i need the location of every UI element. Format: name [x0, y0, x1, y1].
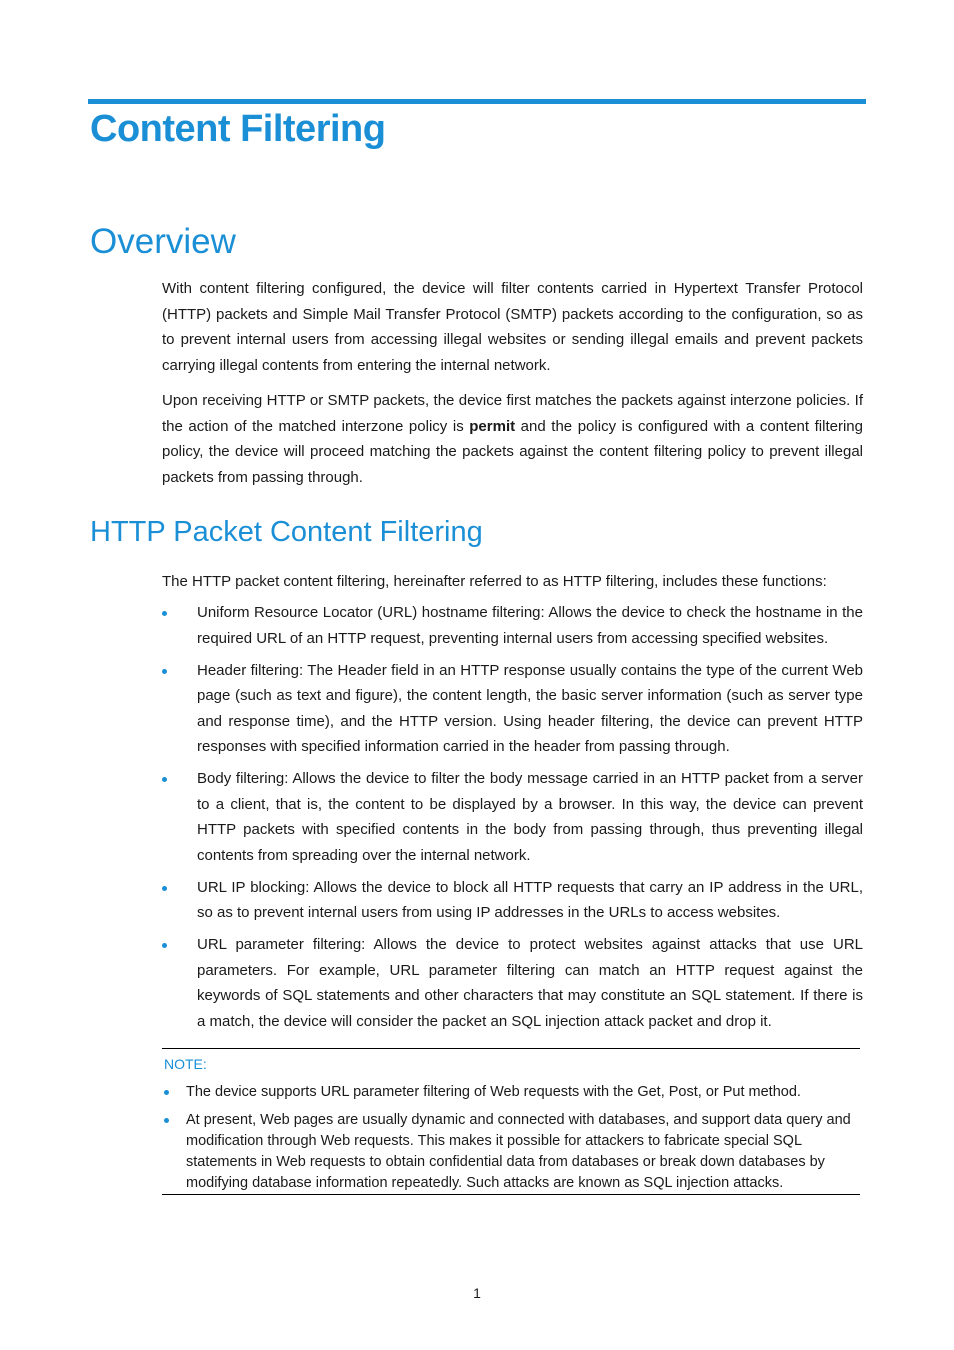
bullet-dot-icon	[164, 1090, 169, 1095]
overview-paragraph-2	[162, 388, 863, 490]
bullet-dot-icon	[162, 669, 167, 674]
list-item	[162, 658, 863, 760]
section-heading-overview: Overview	[90, 222, 236, 261]
note-label: NOTE:	[164, 1056, 207, 1072]
page-number: 1	[473, 1285, 481, 1301]
chapter-top-rule	[88, 99, 866, 104]
note-item	[162, 1110, 856, 1194]
list-item-text: Body filtering: Allows the device to filter the body message carried in an HTTP packet from a server to a client, that is, the content to be displayed by a browser. In this way, the device can prevent HTTP packets with specified contents in the body from passing through, thus preventing illegal contents from spreading over the internal network.	[197, 770, 863, 864]
list-item	[162, 932, 863, 1034]
overview-paragraph-2-text-b: and the policy is configured with a content filtering policy, the device will proceed matching the packets against the content filtering policy to prevent illegal packets from passing through.	[162, 417, 863, 486]
http-intro-paragraph: The HTTP packet content filtering, hereinafter referred to as HTTP filtering, includes these functions:	[162, 573, 827, 590]
bullet-dot-icon	[162, 886, 167, 891]
note-item-text: The device supports URL parameter filtering of Web requests with the Get, Post, or Put method.	[186, 1084, 801, 1100]
list-item-text: Uniform Resource Locator (URL) hostname filtering: Allows the device to check the hostname in the required URL of an HTTP request, preventing internal users from accessing specified websites.	[197, 604, 863, 647]
bullet-dot-icon	[162, 611, 167, 616]
note-list	[162, 1082, 856, 1201]
chapter-title: Content Filtering	[90, 108, 386, 150]
overview-paragraph-1: With content filtering configured, the device will filter contents carried in Hypertext Transfer Protocol (HTTP) packets and Simple Mail Transfer Protocol (SMTP) packets according to the configuration, so as to prevent internal users from accessing illegal websites or sending illegal emails and prevent packets carrying illegal contents from entering the internal network.	[162, 280, 863, 374]
section-heading-http-filtering: HTTP Packet Content Filtering	[90, 516, 483, 548]
list-item-text: URL IP blocking: Allows the device to block all HTTP requests that carry an IP address in the URL, so as to prevent internal users from using IP addresses in the URLs to access websites.	[197, 878, 863, 921]
bullet-dot-icon	[162, 943, 167, 948]
bullet-dot-icon	[164, 1118, 169, 1123]
note-item	[162, 1082, 856, 1103]
list-item	[162, 875, 863, 926]
bullet-dot-icon	[162, 777, 167, 782]
note-bottom-rule	[162, 1194, 860, 1195]
list-item-text: URL parameter filtering: Allows the device to protect websites against attacks that use URL parameters. For example, URL parameter filtering can match an HTTP request against the keywords of SQL statements and other characters that may constitute an SQL statement. If there is a match, the device will consider the packet an SQL injection attack packet and drop it.	[197, 936, 863, 1030]
note-item-text: At present, Web pages are usually dynamic and connected with databases, and support data query and modification through Web requests. This makes it possible for attackers to fabricate special SQL statements in Web requests to obtain confidential data from databases or break down databases by modifying database information repeatedly. Such attacks are known as SQL injection attacks.	[186, 1112, 851, 1191]
list-item	[162, 600, 863, 651]
list-item	[162, 766, 863, 868]
overview-paragraph-2-text-a: Upon receiving HTTP or SMTP packets, the device first matches the packets against interzone policies. If the action of the matched interzone policy is	[162, 392, 863, 435]
http-functions-list	[162, 600, 863, 1041]
list-item-text: Header filtering: The Header field in an HTTP response usually contains the type of the current Web page (such as text and figure), the content length, the basic server information (such as server type and response time), and the HTTP version. Using header filtering, the device can prevent HTTP responses with specified information carried in the header from passing through.	[197, 661, 863, 755]
note-top-rule	[162, 1048, 860, 1049]
permit-keyword: permit	[469, 417, 516, 435]
